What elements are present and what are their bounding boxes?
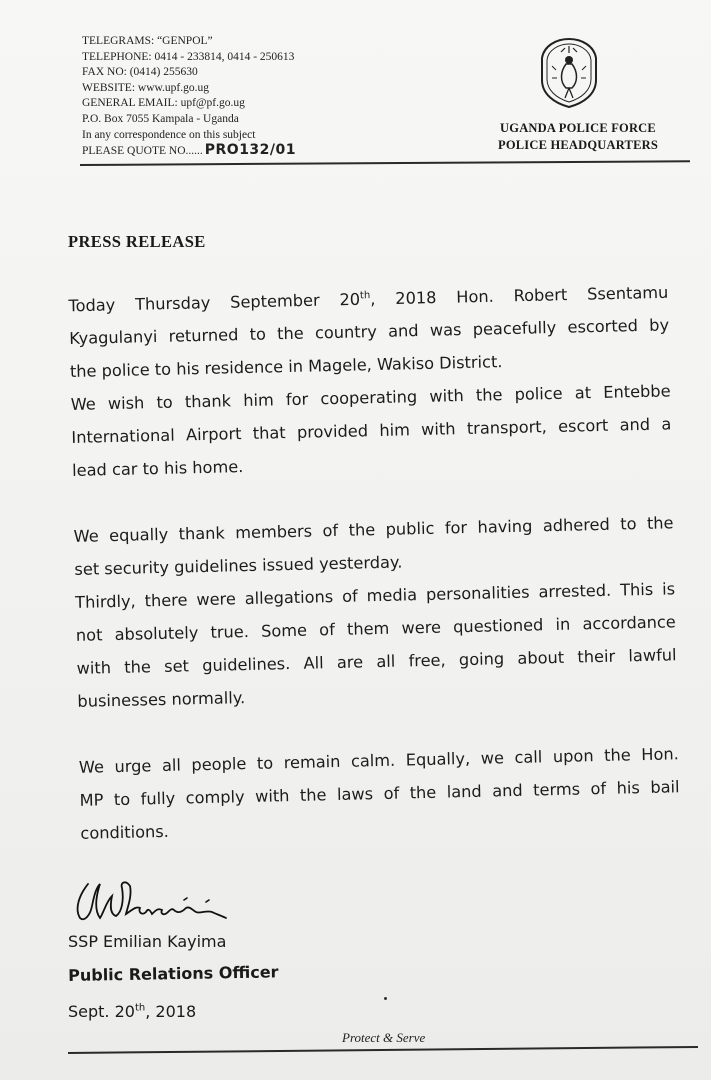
quote-label: PLEASE QUOTE NO...... [82,145,203,158]
footer-divider [68,1046,698,1054]
ordinal-suffix: th [359,290,371,302]
organization-unit: POLICE HEADQUARTERS [498,138,658,152]
paragraph-line: Kyagulanyi returned to the country and was peacefully escorted by [68,315,670,349]
paragraph-line: Thirdly, there were allegations of media personalities arrested. This is [74,579,676,613]
paragraph-line: set security guidelines issued yesterday. [74,552,403,580]
signatory-name: SSP Emilian Kayima [68,932,227,951]
website-line: WEBSITE: www.upf.go.ug [82,81,210,94]
telegrams-line: TELEGRAMS: “GENPOL” [82,35,213,47]
footer-motto: Protect & Serve [342,1030,426,1045]
line-text: Today Thursday September 20 [68,289,361,316]
signature-date-suffix: th [134,1002,146,1014]
reference-number: PRO132/01 [204,142,297,159]
police-crest-icon [538,36,600,110]
signatory-title: Public Relations Officer [68,962,279,985]
paragraph-line: MP to fully comply with the laws of the land and terms of his bail [79,777,680,811]
header-divider [80,160,690,166]
fax-line: FAX NO: (0414) 255630 [82,66,198,79]
telephone-line: TELEPHONE: 0414 - 233814, 0414 - 250613 [82,50,295,63]
paragraph [79,738,681,851]
organization-name: UGANDA POLICE FORCE [500,121,656,135]
paragraph [68,272,672,487]
organization-heading [488,120,668,154]
letterhead-contact-block [82,34,296,160]
signature-date-main: Sept. 20 [68,1002,135,1021]
paragraph-line: lead car to his home. [71,457,244,481]
paragraph-line: conditions. [80,822,170,844]
paragraph-line: the police to his residence in Magele, Wakiso District. [69,352,503,382]
paragraph-line: We wish to thank him for cooperating with the police at Entebbe [70,381,671,415]
ink-dot [384,997,387,1000]
press-release-body [68,272,681,883]
line-text: , 2018 Hon. Robert Ssentamu [370,282,669,309]
paragraph-line: We urge all people to remain calm. Equally, we call upon the Hon. [78,744,679,778]
paragraph-line: businesses normally. [77,688,246,712]
paragraph-line: International Airport that provided him with transport, escort and a [71,414,672,448]
document-title: PRESS RELEASE [68,232,206,251]
paragraph-line: not absolutely true. Some of them were questioned in accordance [75,612,676,646]
signature-date-year: , 2018 [145,1002,197,1021]
paragraph [73,507,677,719]
reference-line [82,143,296,160]
paragraph-line: with the set guidelines. All are all free, going about their lawful [76,645,677,679]
signature-date [68,1002,196,1021]
handwritten-signature [66,866,266,936]
email-line: GENERAL EMAIL: upf@pf.go.ug [82,97,245,110]
po-box-line: P.O. Box 7055 Kampala - Uganda [82,112,239,125]
correspondence-line: In any correspondence on this subject [82,128,256,141]
paragraph-line: We equally thank members of the public for having adhered to the [73,513,674,547]
